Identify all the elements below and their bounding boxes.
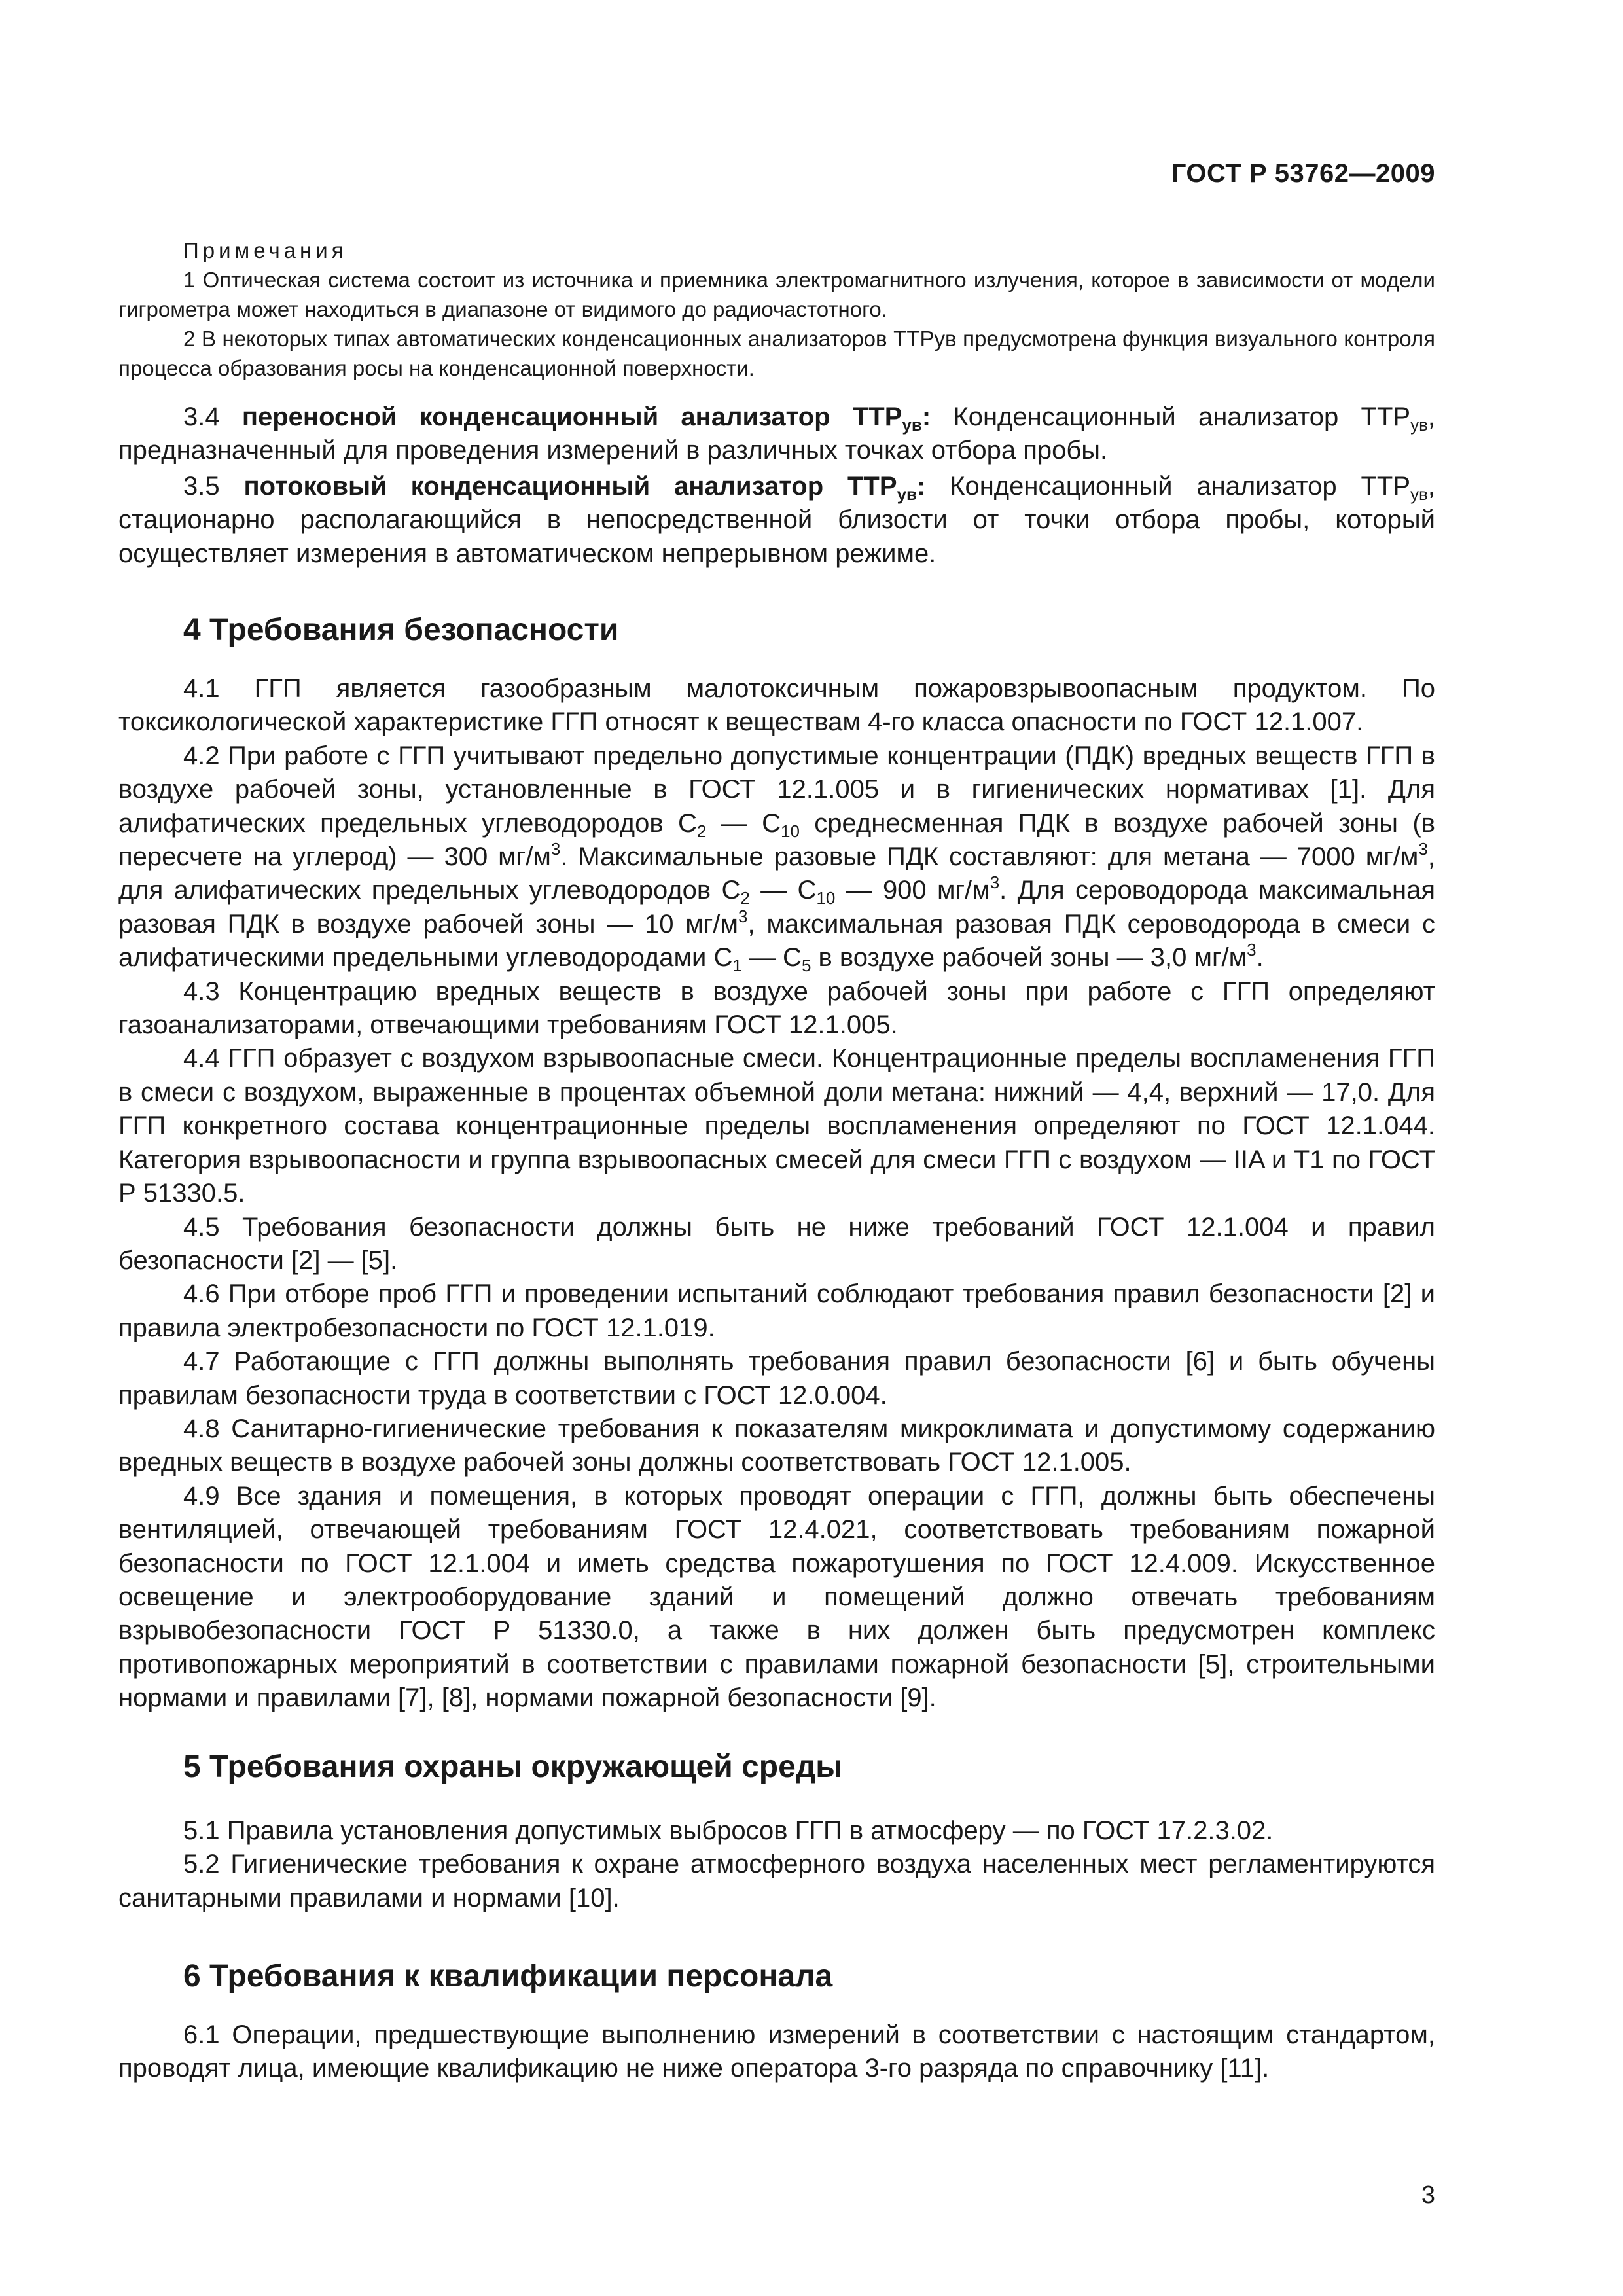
section-5-body: [118, 1814, 1435, 1915]
text-run: — 900 мг/м: [835, 876, 990, 905]
section-5-heading: 5 Требования охраны окружающей среды: [183, 1749, 843, 1784]
text-run: в воздухе рабочей зоны — 3,0 мг/м: [811, 943, 1247, 973]
paragraph-4-6: 4.6 При отборе проб ГГП и проведении испытаний соблюдают требования правил безопасности [2] и правила электробезопасности по ГОСТ 12.1.019.: [118, 1280, 1435, 1342]
paragraph-4-8: 4.8 Санитарно-гигиенические требования к показателям микроклимата и допустимому содержанию вредных веществ в воздухе рабочей зоны должны соответствовать ГОСТ 12.1.005.: [118, 1414, 1435, 1477]
notes-block: [118, 236, 1435, 383]
text-run: среднесменная ПДК в воздухе рабочей зоны (в пересчете на углерод) — 300 мг/м: [118, 808, 1435, 872]
definition-text: Конденсационный анализатор ТТР: [953, 403, 1411, 431]
subscript: 5: [801, 956, 812, 976]
superscript: 3: [738, 906, 748, 926]
term-text: переносной конденсационный анализатор ТТР: [241, 403, 902, 431]
subscript: 1: [732, 956, 742, 976]
definition-text: Конденсационный анализатор ТТР: [950, 472, 1411, 501]
definition-text-tail: , стационарно располагающийся в непосредственной близости от точки отбора пробы, который осуществляет измерения в автоматическом непрерывном режиме.: [118, 472, 1435, 568]
subscript: 10: [816, 888, 836, 908]
text-run: — С: [706, 808, 781, 838]
text-run: 4.2 При работе с ГГП учитывают предельно допустимые концентрации (ПДК) вредных веществ ГГП в воздухе рабочей зоны, установленные в ГОСТ 12.1.005 и в гигиенических нормативах [1]. Для алифатических предельных углеводородов С: [118, 741, 1435, 838]
superscript: 3: [1418, 839, 1428, 859]
section-6-body: [118, 2018, 1435, 2086]
paragraph-4-3: 4.3 Концентрацию вредных веществ в воздухе рабочей зоны при работе с ГГП определяют газоанализаторами, отвечающими требованиям ГОСТ 12.1.005.: [118, 977, 1435, 1040]
definition-text-tail: , предназначенный для проведения измерений в различных точках отбора пробы.: [118, 403, 1435, 465]
text-run: , для алифатических предельных углеводородов С: [118, 842, 1435, 905]
superscript: 3: [990, 872, 1000, 893]
text-run: — С: [741, 943, 802, 973]
paragraph-5-2: 5.2 Гигиенические требования к охране атмосферного воздуха населенных мест регламентируются санитарными правилами и нормами [10].: [118, 1850, 1435, 1912]
text-run: . Максимальные разовые ПДК составляют: для метана — 7000 мг/м: [560, 842, 1419, 872]
definition-paragraph: [118, 470, 1435, 571]
paragraph-4-4: 4.4 ГГП образует с воздухом взрывоопасные смеси. Концентрационные пределы воспламенения ГГП в смеси с воздухом, выраженные в процентах объемной доли метана: нижний — 4,4, верхний — 17,0. Для ГГП конкретного состава концентрационные пределы воспламенения определяют по ГОСТ 12.1.044. Категория взрывоопасности и группа взрывоопасных смесей для смеси ГГП с воздухом — IIA и Т1 по ГОСТ Р 51330.5.: [118, 1044, 1435, 1208]
note-item-1: 1 Оптическая система состоит из источника и приемника электромагнитного излучения, которое в зависимости от модели гигрометра может находиться в диапазоне от видимого до радиочастотного.: [118, 268, 1435, 321]
term-text: потоковый конденсационный анализатор ТТР: [243, 472, 897, 501]
definition-3-4: [118, 401, 1435, 468]
text-run: — С: [749, 876, 817, 905]
definition-term: переносной конденсационный анализатор $ТТР_{ув}$:: [241, 403, 931, 435]
paragraph-4-5: 4.5 Требования безопасности должны быть не ниже требований ГОСТ 12.1.004 и правил безопасности [2] — [5].: [118, 1212, 1435, 1275]
definition-number: 3.5: [183, 472, 220, 501]
subscript: 10: [780, 821, 800, 841]
section-4-body: [118, 672, 1435, 1715]
text-run: . Для сероводорода максимальная разовая ПДК в воздухе рабочей зоны — 10 мг/м: [118, 876, 1435, 939]
definition-subscript: ув: [1410, 415, 1428, 435]
subscript: 2: [696, 821, 707, 841]
page-number: 3: [1421, 2181, 1435, 2209]
term-subscript: ув: [897, 484, 918, 504]
definition-subscript: ув: [1410, 484, 1428, 504]
subscript: 2: [740, 888, 750, 908]
definition-paragraph: [118, 401, 1435, 468]
document-header: ГОСТ Р 53762—2009: [1171, 159, 1435, 188]
notes-title: Примечания: [183, 238, 348, 262]
paragraph-4-1: 4.1 ГГП является газообразным малотоксичным пожаровзрывоопасным продуктом. По токсикологической характеристике ГГП относят к веществам 4-го класса опасности по ГОСТ 12.1.007.: [118, 674, 1435, 737]
note-item-2: 2 В некоторых типах автоматических конденсационных анализаторов ТТРув предусмотрена функция визуального контроля процесса образования росы на конденсационной поверхности.: [118, 327, 1435, 380]
section-4-heading: 4 Требования безопасности: [183, 613, 619, 647]
paragraph-4-9: 4.9 Все здания и помещения, в которых проводят операции с ГГП, должны быть обеспечены вентиляцией, отвечающей требованиям ГОСТ 12.4.021, соответствовать требованиям пожарной безопасности по ГОСТ 12.1.004 и иметь средства пожаротушения по ГОСТ 12.4.009. Искусственное освещение и электрооборудование зданий и помещений должно отвечать требованиям взрывобезопасности ГОСТ Р 51330.0, а также в них должен быть предусмотрен комплекс противопожарных мероприятий в соответствии с правилами пожарной безопасности [5], строительными нормами и правилами [7], [8], нормами пожарной безопасности [9].: [118, 1481, 1435, 1713]
superscript: 3: [550, 839, 561, 859]
section-6-heading: 6 Требования к квалификации персонала: [183, 1959, 833, 1994]
paragraph-4-7: 4.7 Работающие с ГГП должны выполнять требования правил безопасности [6] и быть обучены правилам безопасности труда в соответствии с ГОСТ 12.0.004.: [118, 1347, 1435, 1410]
paragraph-5-1: 5.1 Правила установления допустимых выбросов ГГП в атмосферу — по ГОСТ 17.2.3.02.: [183, 1816, 1274, 1845]
text-run: .: [1256, 943, 1264, 973]
paragraph-6-1: 6.1 Операции, предшествующие выполнению измерений в соответствии с настоящим стандартом, проводят лица, имеющие квалификацию не ниже оператора 3-го разряда по справочнику [11].: [118, 2020, 1435, 2083]
definition-number: 3.4: [183, 403, 220, 431]
definition-3-5: [118, 470, 1435, 571]
text-run: , максимальная разовая ПДК сероводорода в смеси с алифатическими предельными углеводородами С: [118, 909, 1435, 973]
paragraph-4-2: [118, 740, 1435, 975]
superscript: 3: [1247, 940, 1257, 960]
term-subscript: ув: [902, 415, 922, 435]
definition-term: потоковый конденсационный анализатор $ТТР_{ув}$:: [243, 472, 926, 504]
